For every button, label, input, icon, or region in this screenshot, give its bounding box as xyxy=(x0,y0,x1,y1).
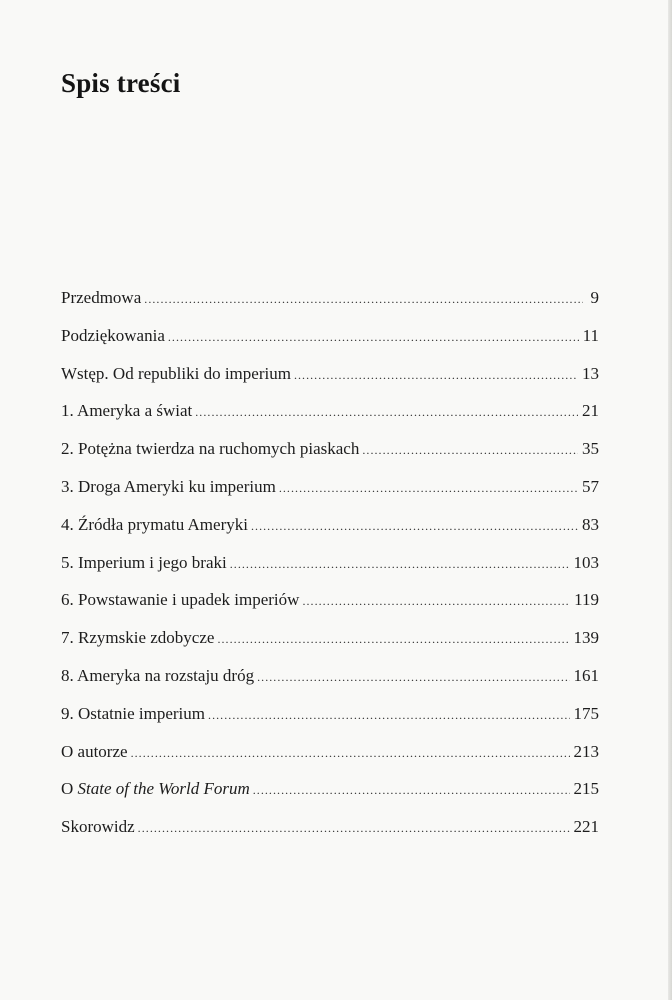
toc-entry-title: 8. Ameryka na rozstaju dróg xyxy=(61,665,255,685)
toc-entry-title-italic: State of the World Forum xyxy=(77,779,250,799)
toc-entry-title: 6. Powstawanie i upadek imperiów xyxy=(61,590,300,610)
toc-entry-title: Przedmowa xyxy=(61,288,142,307)
table-of-contents xyxy=(61,285,599,852)
toc-entry-page: 21 xyxy=(582,401,599,421)
toc-entry-title: 1. Ameryka a świat xyxy=(61,401,193,421)
dot-leader xyxy=(279,475,578,501)
dot-leader xyxy=(195,399,578,425)
toc-entry-page: 57 xyxy=(582,476,599,496)
dot-leader xyxy=(138,815,570,841)
toc-entry-page: 221 xyxy=(573,817,599,837)
toc-entry-page: 175 xyxy=(573,703,599,723)
dot-leader xyxy=(217,626,569,652)
toc-entry[interactable] xyxy=(61,436,599,474)
toc-entry[interactable] xyxy=(61,814,599,852)
toc-entry-page: 119 xyxy=(574,590,599,610)
toc-entry[interactable] xyxy=(61,739,599,777)
toc-entry[interactable] xyxy=(61,285,599,323)
toc-entry-title-prefix: O xyxy=(61,779,78,799)
toc-entry-page: 83 xyxy=(582,514,599,534)
dot-leader xyxy=(208,702,569,728)
toc-entry-title: Wstęp. Od republiki do imperium xyxy=(61,363,291,383)
dot-leader xyxy=(257,664,569,690)
toc-entry-title: 9. Ostatnie imperium xyxy=(61,703,206,723)
toc-entry[interactable] xyxy=(61,474,599,512)
toc-entry[interactable] xyxy=(61,587,599,625)
toc-entry-title: 3. Droga Ameryki ku imperium xyxy=(61,476,276,496)
toc-entry-page: 139 xyxy=(573,628,599,648)
toc-entry[interactable] xyxy=(61,663,599,701)
toc-entry[interactable] xyxy=(61,701,599,739)
toc-entry[interactable] xyxy=(61,776,599,814)
page-edge xyxy=(668,0,672,1000)
toc-entry[interactable] xyxy=(61,512,599,550)
dot-leader xyxy=(230,551,570,577)
toc-entry-page: 35 xyxy=(582,439,599,459)
toc-entry-page: 215 xyxy=(573,779,599,799)
dot-leader xyxy=(251,513,578,539)
toc-entry-title: 5. Imperium i jego braki xyxy=(61,552,227,572)
toc-entry-title xyxy=(61,776,250,802)
toc-entry-page: 103 xyxy=(573,552,599,572)
toc-entry[interactable] xyxy=(61,361,599,399)
toc-entry[interactable] xyxy=(61,398,599,436)
toc-entry-page: 9 xyxy=(590,288,599,307)
page-title: Spis treści xyxy=(61,68,181,98)
dot-leader xyxy=(131,740,570,766)
toc-entry[interactable] xyxy=(61,625,599,663)
toc-entry-page: 161 xyxy=(573,665,599,685)
toc-entry[interactable] xyxy=(61,323,599,361)
toc-entry-title: Skorowidz xyxy=(61,817,135,837)
toc-entry-page: 13 xyxy=(582,363,599,383)
toc-entry-title: 7. Rzymskie zdobycze xyxy=(61,628,215,648)
toc-entry-title: O autorze xyxy=(61,741,128,761)
dot-leader xyxy=(302,588,570,614)
toc-entry-title: 2. Potężna twierdza na ruchomych piaskach xyxy=(61,439,360,459)
dot-leader xyxy=(144,286,583,312)
dot-leader xyxy=(168,324,579,350)
dot-leader xyxy=(362,437,578,463)
dot-leader xyxy=(253,777,570,803)
toc-entry-page: 213 xyxy=(573,741,599,761)
toc-entry-title: Podziękowania xyxy=(61,325,165,345)
toc-entry-page: 11 xyxy=(582,325,599,345)
toc-entry-title: 4. Źródła prymatu Ameryki xyxy=(61,514,248,534)
toc-entry[interactable] xyxy=(61,550,599,588)
dot-leader xyxy=(294,362,578,388)
